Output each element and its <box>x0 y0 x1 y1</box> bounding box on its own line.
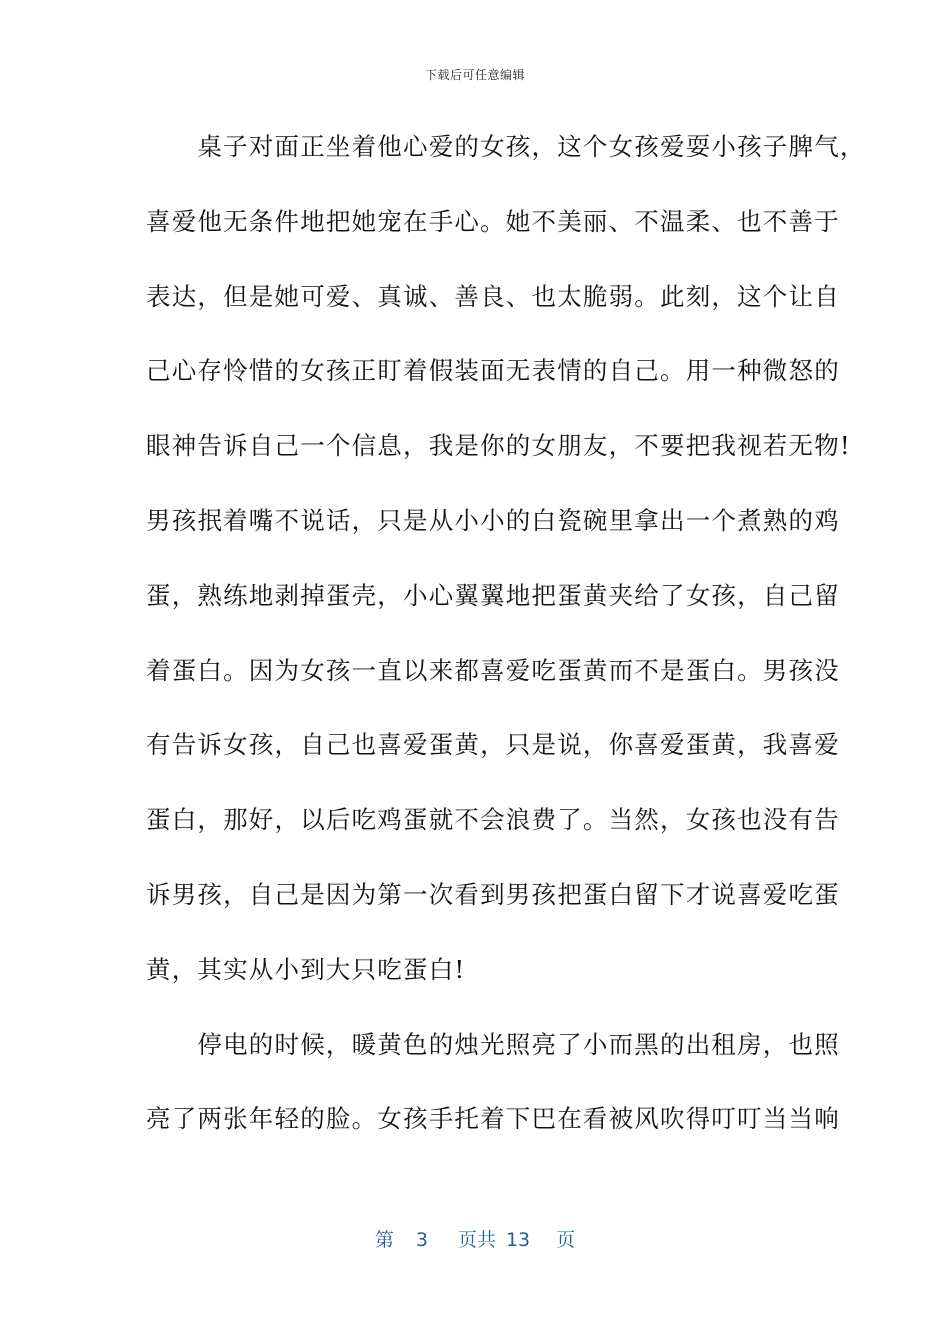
text-line: 蛋白，那好，以后吃鸡蛋就不会浪费了。当然，女孩也没有告 <box>146 805 840 835</box>
page-footer <box>0 1225 950 1252</box>
text-line: 停电的时候，暖黄色的烛光照亮了小而黑的出租房，也照 <box>146 1029 840 1059</box>
text-line: 男孩抿着嘴不说话，只是从小小的白瓷碗里拿出一个煮熟的鸡 <box>146 505 840 535</box>
page-number: 3 <box>415 1229 428 1251</box>
footer-suffix: 页 <box>556 1229 576 1251</box>
text-line: 眼神告诉自己一个信息，我是你的女朋友，不要把我视若无物! <box>146 431 851 461</box>
text-line: 蛋，熟练地剥掉蛋壳，小心翼翼地把蛋黄夹给了女孩，自己留 <box>146 580 840 610</box>
text-line: 黄，其实从小到大只吃蛋白! <box>146 954 466 984</box>
footer-middle: 页共 <box>457 1229 496 1251</box>
text-line: 有告诉女孩，自己也喜爱蛋黄，只是说，你喜爱蛋黄，我喜爱 <box>146 730 840 760</box>
text-line: 喜爱他无条件地把她宠在手心。她不美丽、不温柔、也不善于 <box>146 206 840 236</box>
text-line: 着蛋白。因为女孩一直以来都喜爱吃蛋黄而不是蛋白。男孩没 <box>146 655 840 685</box>
document-body <box>146 128 866 1175</box>
page-total: 13 <box>505 1229 531 1251</box>
text-line: 己心存怜惜的女孩正盯着假装面无表情的自己。用一种微怒的 <box>146 356 840 386</box>
text-line: 诉男孩，自己是因为第一次看到男孩把蛋白留下才说喜爱吃蛋 <box>146 879 840 909</box>
page-header: 下载后可任意编辑 <box>424 68 525 82</box>
footer-prefix: 第 <box>374 1229 394 1251</box>
text-line: 桌子对面正坐着他心爱的女孩，这个女孩爱耍小孩子脾气， <box>146 132 866 161</box>
text-line: 表达，但是她可爱、真诚、善良、也太脆弱。此刻，这个让自 <box>146 281 840 311</box>
text-line: 亮了两张年轻的脸。女孩手托着下巴在看被风吹得叮叮当当响 <box>146 1104 840 1134</box>
